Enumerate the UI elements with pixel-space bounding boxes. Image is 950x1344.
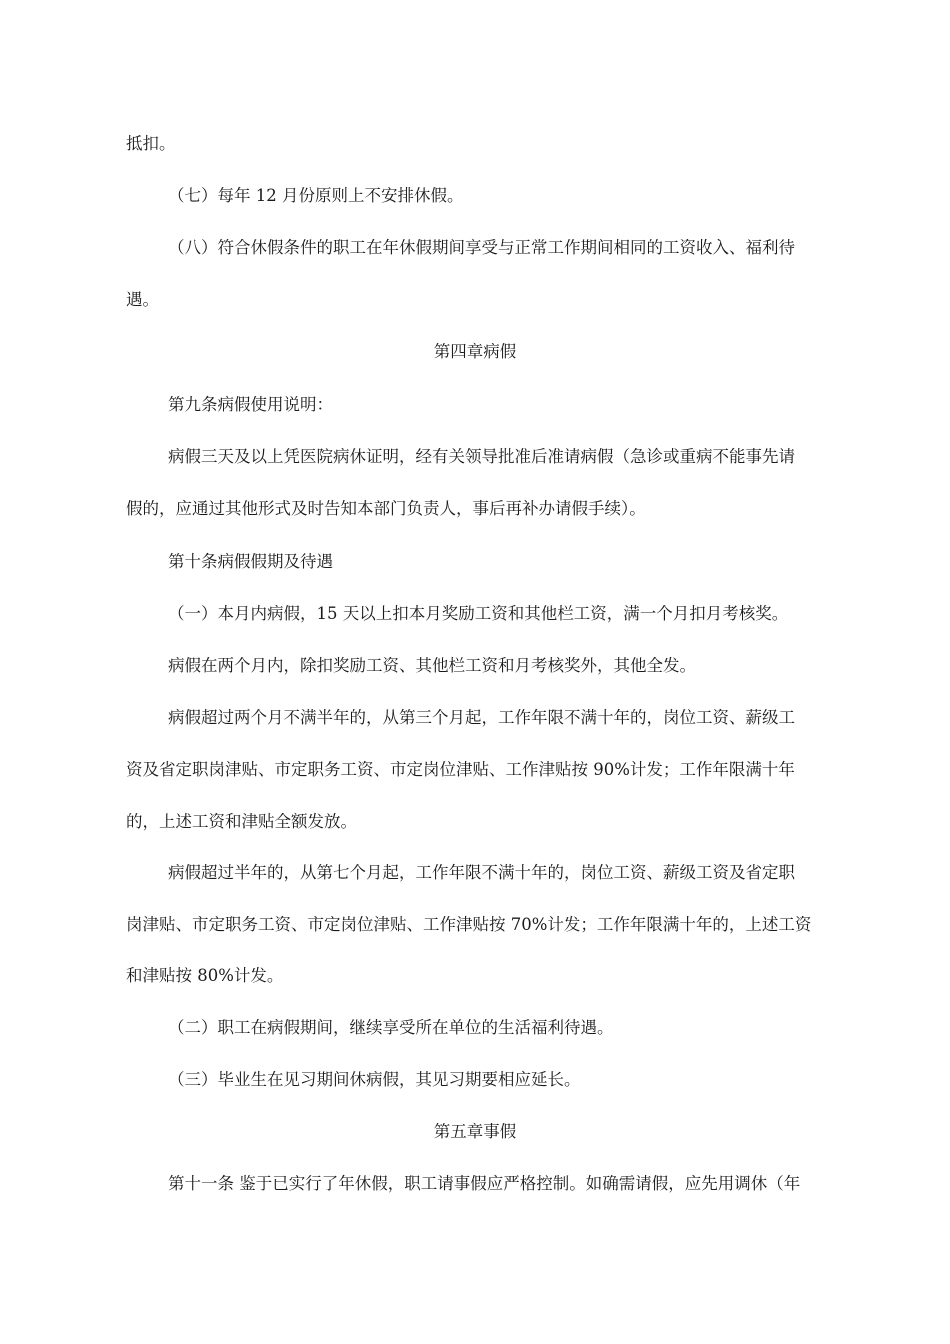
text-line: 病假超过两个月不满半年的，从第三个月起，工作年限不满十年的，岗位工资、薪级工 xyxy=(168,708,795,727)
text-line: 病假在两个月内，除扣奖励工资、其他栏工资和月考核奖外，其他全发。 xyxy=(168,656,696,675)
chapter-heading: 第五章事假 xyxy=(433,1122,517,1141)
text-line: （二）职工在病假期间，继续享受所在单位的生活福利待遇。 xyxy=(168,1018,614,1037)
text-line: （七）每年 12 月份原则上不安排休假。 xyxy=(168,186,464,205)
text-line: 病假超过半年的，从第七个月起，工作年限不满十年的，岗位工资、薪级工资及省定职 xyxy=(168,863,795,882)
text-line: （八）符合休假条件的职工在年休假期间享受与正常工作期间相同的工资收入、福利待 xyxy=(168,238,795,257)
chapter-heading: 第四章病假 xyxy=(433,342,517,361)
text-line: 遇。 xyxy=(126,290,159,309)
text-line: 第十一条 鉴于已实行了年休假，职工请事假应严格控制。如确需请假，应先用调休（年 xyxy=(168,1174,801,1193)
text-line: 资及省定职岗津贴、市定职务工资、市定岗位津贴、工作津贴按 90%计发；工作年限满十年 xyxy=(126,760,795,779)
text-line: 第九条病假使用说明： xyxy=(168,395,333,414)
text-line: 的，上述工资和津贴全额发放。 xyxy=(126,812,357,831)
text-line: 和津贴按 80%计发。 xyxy=(126,966,284,985)
text-line: 假的，应通过其他形式及时告知本部门负责人，事后再补办请假手续）。 xyxy=(126,499,646,518)
text-line: （一）本月内病假，15 天以上扣本月奖励工资和其他栏工资，满一个月扣月考核奖。 xyxy=(168,604,789,623)
text-line: （三）毕业生在见习期间休病假，其见习期要相应延长。 xyxy=(168,1070,581,1089)
text-line: 第十条病假假期及待遇 xyxy=(168,552,333,571)
text-line: 抵扣。 xyxy=(126,134,176,153)
text-line: 病假三天及以上凭医院病休证明，经有关领导批准后准请病假（急诊或重病不能事先请 xyxy=(168,447,795,466)
text-line: 岗津贴、市定职务工资、市定岗位津贴、工作津贴按 70%计发；工作年限满十年的，上述工资 xyxy=(126,915,812,934)
